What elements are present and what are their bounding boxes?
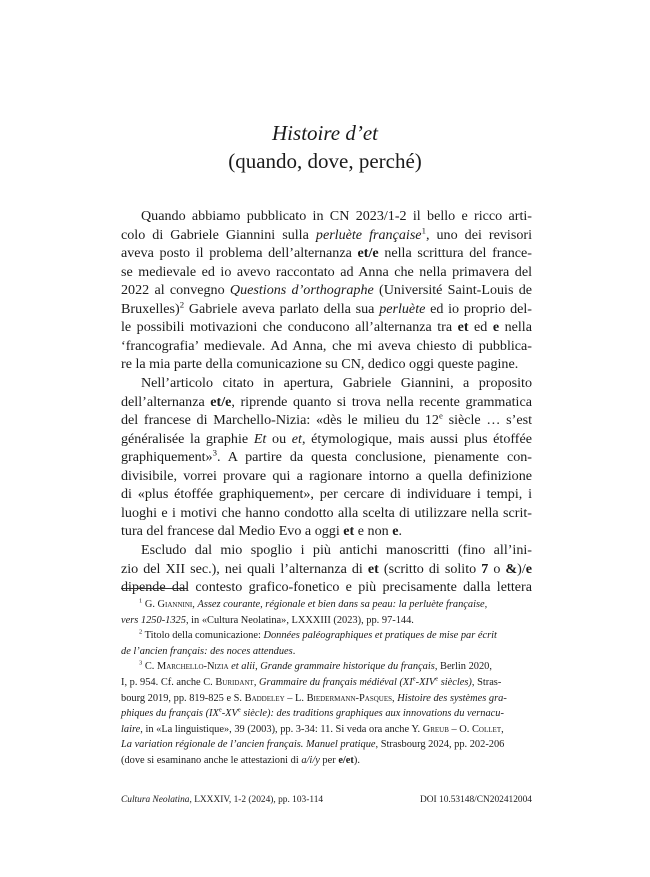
body-line: zio del XII sec.), nei quali l’alternanza di et (scritto di solito 7 o &)/e xyxy=(121,560,533,577)
body-line: luoghi e i motivi che hanno condotto alla scelta di utilizzare nella scrit- xyxy=(121,504,532,521)
body-line: le possibili motivazioni che conducono all’alternanza tra et ed e nella xyxy=(121,319,532,335)
body-line: Nell’articolo citato in apertura, Gabriele Giannini, a proposito xyxy=(141,375,532,391)
footnotes xyxy=(121,597,532,769)
footnote-line: I, p. 954. Cf. anche C. Buridant, Grammaire du français médiéval (XIe-XIVe siècles), Stras- xyxy=(121,675,502,688)
body-line: généralisée la graphie Et ou et, étymologique, mais aussi plus étoffée xyxy=(121,430,533,447)
footnote-line: La variation régionale de l’ancien français. Manuel pratique, Strasbourg 2024, pp. 202-206 xyxy=(121,739,505,751)
body-line: Quando abbiamo pubblicato in CN 2023/1-2 il bello e ricco arti- xyxy=(141,208,532,224)
paragraph-2 xyxy=(121,374,532,541)
footnote-line: de l’ancien français: des noces attendues. xyxy=(121,645,296,657)
doi: DOI 10.53148/CN202412004 xyxy=(420,795,532,805)
body-line: ‘francografia’ medievale. Ad Anna, che mi aveva chiesto di pubblica- xyxy=(121,337,532,354)
body-line: tura del francese dal Medio Evo a oggi et e non e. xyxy=(121,523,403,539)
article-title: Histoire d’et xyxy=(272,121,378,145)
footnote-line: laire, in «La linguistique», 39 (2003), pp. 3-34: 11. Si veda ora anche Y. Greub – O. Collet, xyxy=(121,723,504,735)
footnote-separator xyxy=(121,588,187,589)
body-line: dipende dal contesto grafico-fonetico e più precisamente dalla lettera xyxy=(121,579,532,595)
body-line: dell’alternanza et/e, riprende quanto si trova nella recente grammatica xyxy=(121,393,532,410)
body-line: re la mia parte della comunicazione su CN, dedico oggi queste pagine. xyxy=(121,356,519,372)
body-line: 2022 al convegno Questions d’orthographe (Université Saint-Louis de xyxy=(121,282,533,298)
body-line: graphiquement»$^3$. A partire da questa conclusione, pienamente con- xyxy=(121,447,532,465)
footnote-line: vers 1250-1325, in «Cultura Neolatina», LXXXIII (2023), pp. 97-144. xyxy=(121,614,414,626)
footnote-3: $^3$ C. Marchello-Nizia et alii, Grande grammaire historique du français, Berlin 2020, xyxy=(139,659,492,673)
body-line: se medievale ed io avevo raccontato ad Anna che nella primavera del xyxy=(121,263,532,280)
journal-citation: Cultura Neolatina, LXXXIV, 1-2 (2024), pp. 103-114 xyxy=(121,795,324,805)
body-line: Escludo dal mio spoglio i più antichi manoscritti (fino all’ini- xyxy=(141,542,532,558)
body-line: aveva posto il problema dell’alternanza et/e nella scrittura del france- xyxy=(121,245,532,261)
body-line: di «plus étoffée graphiquement», per cercare di individuare i tempi, i xyxy=(121,486,532,502)
footnote-1: $^1$ G. Giannini, Assez courante, régionale et bien dans sa peau: la perluète française, xyxy=(139,597,488,610)
article-subtitle: (quando, dove, perché) xyxy=(228,149,422,173)
footnote-line: bourg 2019, pp. 819-825 e S. Baddeley – L. Biedermann-Pasques, Histoire des systèmes gra- xyxy=(121,692,507,704)
body-line: divisibile, vorrei provare qui a ragionare intorno a quella definizione xyxy=(121,467,532,484)
body-line: colo di Gabriele Giannini sulla perluète française$^1$, uno dei revisori xyxy=(121,224,532,243)
footnote-line: (dove si esaminano anche le attestazioni di a/i/y per e/et). xyxy=(121,754,360,766)
footnote-line: phiques du français (IXe-XVe siècle): des traditions graphiques aux innovations du vernacu- xyxy=(121,706,504,720)
body-line: del francese di Marchello-Nizia: «dès le milieu du 12e siècle … s’est xyxy=(121,410,532,428)
footnote-2: $^2$ Titolo della comunicazione: Données paléographiques et pratiques de mise par écrit xyxy=(139,628,497,642)
body-line: Bruxelles)$^2$ Gabriele aveva parlato della sua perluète ed io proprio del- xyxy=(121,298,532,317)
paragraph-1 xyxy=(121,207,532,374)
